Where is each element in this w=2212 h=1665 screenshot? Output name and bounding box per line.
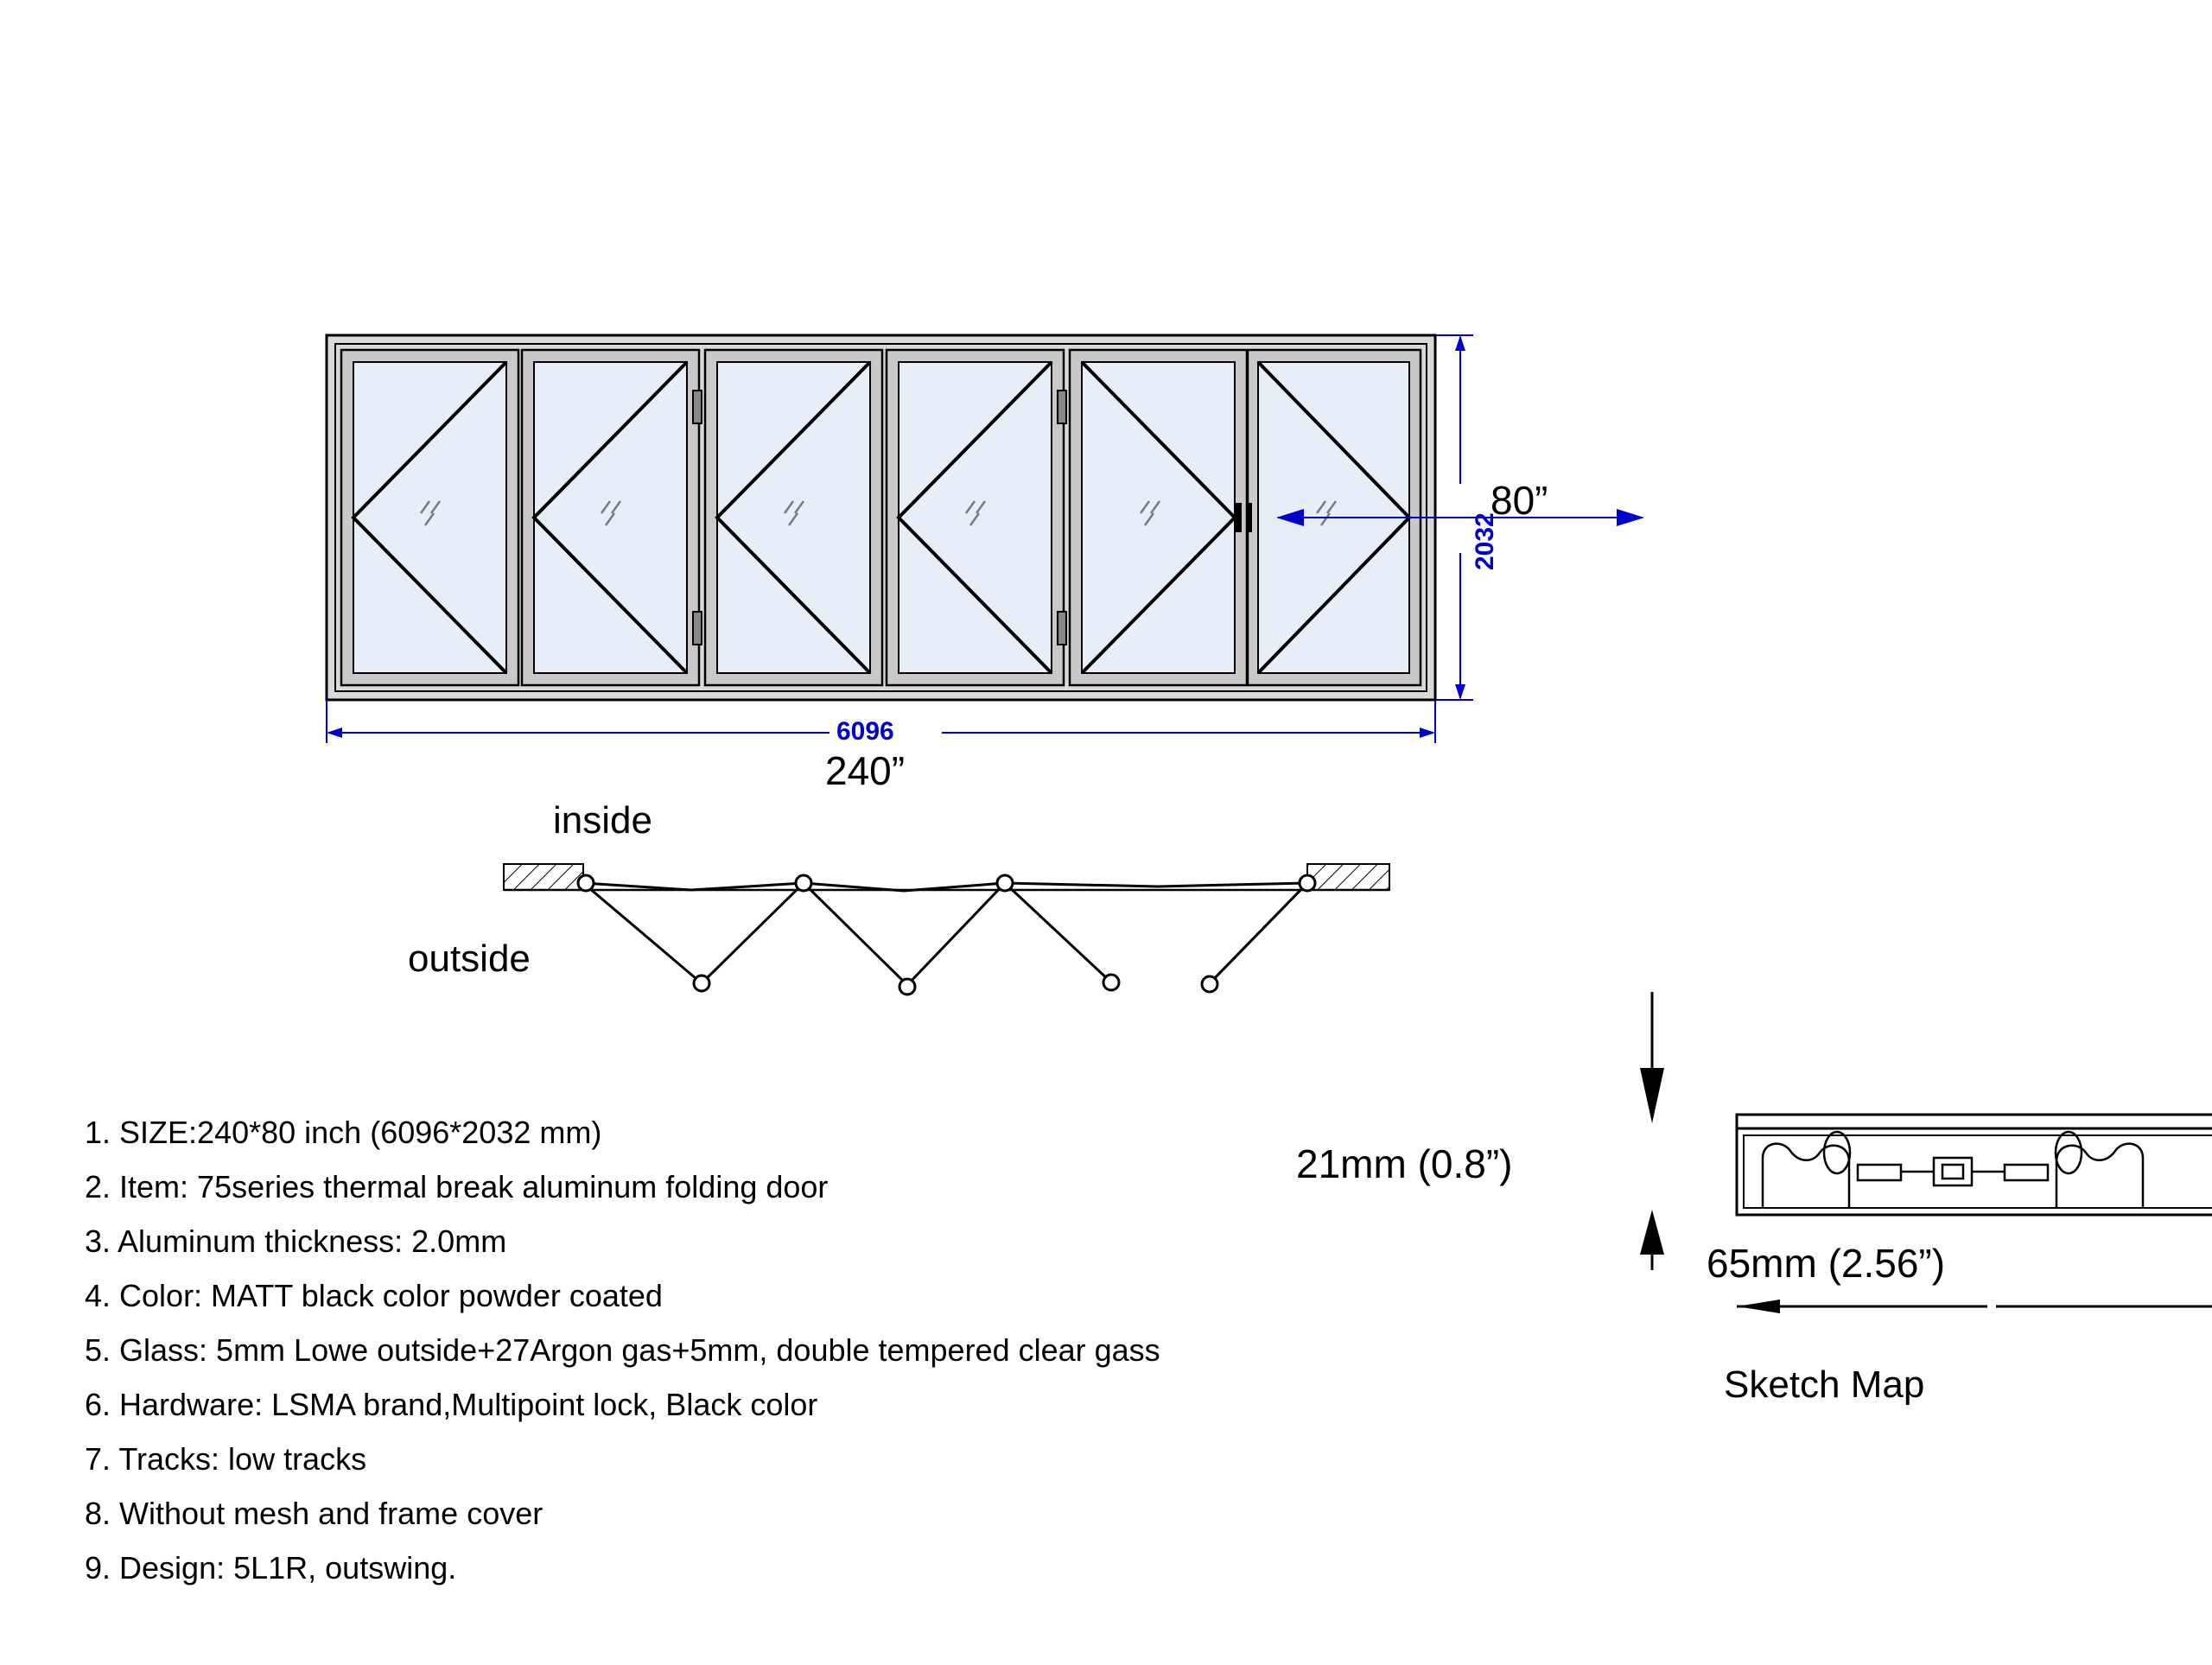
elevation-view: [327, 335, 1435, 700]
panel-4: [887, 350, 1066, 685]
spec-item-8: 8. Without mesh and frame cover: [85, 1496, 543, 1531]
panel-2: [522, 350, 702, 685]
width-dimension-inch: 240”: [825, 748, 906, 793]
spec-item-3: 3. Aluminum thickness: 2.0mm: [85, 1223, 507, 1259]
sketch-width-label: 65mm (2.56”): [1707, 1241, 1946, 1286]
panel-3: [705, 350, 882, 685]
spec-item-7: 7. Tracks: low tracks: [85, 1441, 367, 1477]
spec-item-5: 5. Glass: 5mm Lowe outside+27Argon gas+5mm, double tempered clear gass: [85, 1332, 1160, 1368]
height-dimension-mm: 2032: [1471, 512, 1499, 570]
width-dimension-mm: 6096: [836, 717, 894, 746]
height-dimension-inch: 80”: [1491, 478, 1548, 523]
spec-item-9: 9. Design: 5L1R, outswing.: [85, 1550, 457, 1586]
spec-item-2: 2. Item: 75series thermal break aluminum folding door: [85, 1169, 829, 1204]
sketch-map-title: Sketch Map: [1724, 1363, 1925, 1406]
panel-5: [1070, 350, 1247, 685]
inside-label: inside: [553, 799, 652, 842]
spec-item-1: 1. SIZE:240*80 inch (6096*2032 mm): [85, 1115, 602, 1150]
outside-label: outside: [408, 937, 531, 980]
panel-1: [341, 350, 518, 685]
sketch-depth-label: 21mm (0.8”): [1296, 1141, 1513, 1186]
spec-item-6: 6. Hardware: LSMA brand,Multipoint lock, Black color: [85, 1387, 818, 1422]
plan-view: [504, 864, 1389, 995]
spec-item-4: 4. Color: MATT black color powder coated: [85, 1278, 663, 1313]
